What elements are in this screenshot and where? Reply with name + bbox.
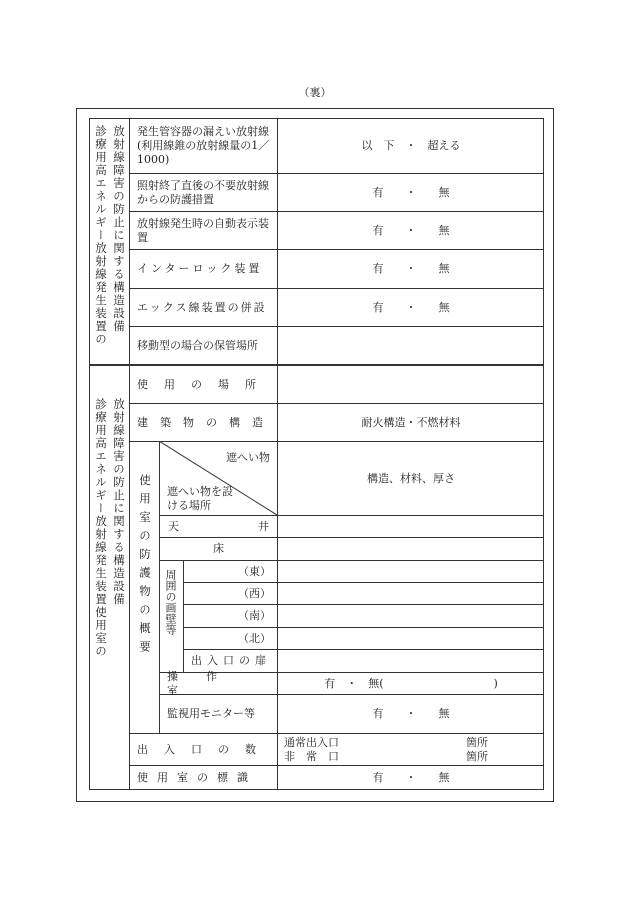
leak-radiation-label: 発生管容器の漏えい放射線(利用線錐の放射線量の1／1000)	[137, 125, 270, 166]
xray-combined-value: 有 ・ 無	[372, 300, 450, 314]
room-overview-label: 使用室の防護物の概要	[138, 474, 152, 659]
entrance-normal-unit: 箇所	[466, 736, 488, 749]
monitor-label: 監視用モニター等	[167, 707, 255, 720]
interlock-label: インターロック装置	[137, 262, 263, 275]
xray-combined-label: エックス線装置の併設	[137, 300, 267, 314]
location-label: 使用の場所	[137, 377, 272, 391]
mobile-storage-label: 移動型の場合の保管場所	[137, 339, 258, 352]
diag-value: 構造、材料、厚さ	[367, 472, 455, 485]
post-irradiation-protection-label: 照射終了直後の不要放射線からの防護措置	[137, 178, 269, 206]
entrance-emergency-unit: 箇所	[466, 750, 488, 763]
control-room-value: 有 ・ 無( )	[324, 676, 498, 690]
ceiling-char2: 井	[258, 519, 269, 533]
section1-title-col2: 放射線障害の防止に関する構造設備	[112, 125, 126, 333]
wall-east-label: （東）	[238, 564, 271, 578]
leak-radiation-value: 以 下 ・ 超える	[361, 139, 461, 152]
section2-title-col2: 放射線障害の防止に関する構造設備	[112, 398, 126, 606]
building-structure-label: 建築物の構造	[137, 415, 275, 429]
auto-display-value: 有 ・ 無	[372, 223, 450, 237]
auto-display-label: 放射線発生時の自動表示装置	[137, 216, 269, 244]
post-irradiation-protection-value: 有 ・ 無	[372, 185, 450, 199]
wall-west-label: （西）	[238, 586, 271, 600]
room-sign-value: 有 ・ 無	[372, 771, 450, 784]
ceiling-label	[160, 516, 277, 537]
floor-label: 床	[213, 542, 224, 555]
entrance-emergency-label: 非 常 口	[284, 750, 339, 763]
wall-north-label: （北）	[238, 631, 271, 645]
surrounding-walls-label: 周囲の画壁等	[164, 569, 177, 635]
room-sign-label: 使用室の標識	[137, 771, 257, 784]
door-label: 出入口の扉	[191, 654, 271, 667]
mobile-storage-value	[278, 327, 544, 365]
building-structure-value: 耐火構造・不燃材料	[361, 415, 461, 429]
entrance-count-value	[284, 734, 488, 765]
monitor-value: 有 ・ 無	[372, 707, 450, 720]
ceiling-char1: 天	[168, 519, 179, 533]
diag-bottom-label: 遮へい物を設ける場所	[167, 485, 233, 512]
diag-top-label: 遮へい物	[226, 451, 270, 464]
section2-title-col1: 診療用高エネルギー放射線発生装置使用室の	[94, 398, 108, 658]
entrance-normal-label: 通常出入口	[284, 736, 339, 749]
control-room-label: 操作室	[167, 669, 245, 697]
wall-south-label: （南）	[238, 609, 271, 622]
section1-title-col1: 診療用高エネルギー放射線発生装置の	[94, 125, 108, 346]
location-value	[278, 366, 544, 403]
interlock-value: 有 ・ 無	[372, 262, 450, 275]
entrance-count-label: 出入口の数	[137, 742, 272, 756]
page-header: （裏）	[298, 86, 332, 99]
